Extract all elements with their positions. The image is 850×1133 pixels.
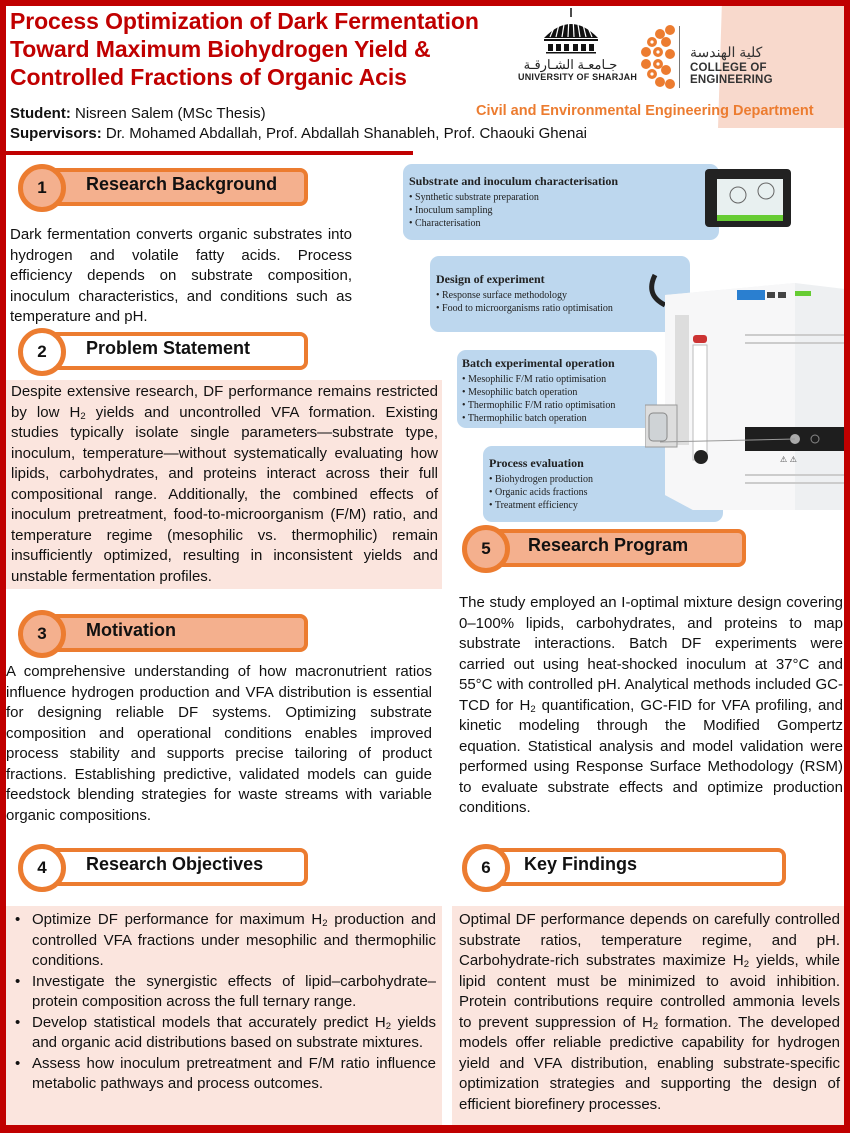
workflow-step-title: Substrate and inoculum characterisation: [409, 174, 619, 188]
section-title: Research Objectives: [86, 854, 264, 874]
text-run: yields, while lipid content must be minimized to avoid inhibition. Protein contributions require controlled ammonia levels to prevent suppression of H: [459, 952, 840, 1031]
text-run: Optimal DF performance depends on carefully controlled substrate ratios, temperature regime, and pH. Carbohydrate-rich substrates maximize H: [459, 911, 840, 969]
text-run: yields and organic acid distributions based on substrate mixtures.: [32, 1013, 436, 1051]
section-number-badge: 3: [18, 610, 66, 658]
section-title: Key Findings: [524, 854, 638, 874]
text-run: Optimize DF performance for maximum H: [32, 911, 323, 928]
text-run: production and controlled VFA fractions under mesophilic and thermophilic conditions.: [32, 911, 436, 969]
section-header-problem-statement: [18, 330, 308, 376]
logo-divider: [679, 26, 680, 88]
text-run: Investigate the synergistic effects of lipid–carbohydrate–protein composition across the full ternary range.: [32, 972, 436, 1010]
research-background-text: Dark fermentation converts organic substrates into hydrogen and volatile fatty acids. Process efficiency depends on substrate composition, inoculum characteristics, and conditions such as temperature and pH.: [10, 226, 352, 325]
university-name-arabic: جـامعـة الشـارقـة: [523, 57, 618, 72]
workflow-step-title: Process evaluation: [489, 456, 584, 470]
workflow-step-batch-operation: [457, 350, 657, 428]
workflow-step-item: • Mesophilic F/M ratio optimisation: [462, 374, 607, 385]
svg-text:⚠ ⚠: ⚠ ⚠: [780, 455, 797, 464]
research-program-text: [459, 593, 843, 819]
student-label: Student:: [10, 105, 71, 122]
title-line: Controlled Fractions of Organic Acis: [10, 64, 407, 90]
workflow-step-item: • Mesophilic batch operation: [462, 387, 578, 398]
subscript: 2: [743, 959, 750, 970]
university-logo: [518, 8, 638, 90]
section-number-badge: 4: [18, 844, 66, 892]
section-number-badge: 5: [462, 525, 510, 573]
department-name: Civil and Environmental Engineering Department: [476, 103, 814, 119]
section-header-research-background: [18, 166, 308, 212]
workflow-step-title: Batch experimental operation: [462, 356, 615, 370]
section-header-motivation: [18, 612, 308, 658]
workflow-step-item: • Organic acids fractions: [489, 487, 588, 498]
section-header-research-program: [462, 527, 752, 573]
text-run: formation. The developed models offer reliable predictive capability for hydrogen yield and VFA distribution, enabling substrate-specific optimization strategies and supporting the design of efficient biorefinery processes.: [459, 1013, 840, 1113]
text-run: yields and uncontrolled VFA formation. Existing studies typically isolate single parameters—substrate type, inoculum, temperature—without systematically evaluating how lipids, carbohydrates, and proteins interact across their full compositional range. Additionally, the combined effects of inoculum pretreatment, food-to-microorganism (F/M) ratio, and temperature regime (mesophilic vs. thermophilic) remain insufficiently optimized, resulting in inconsistent yields and unstable fermentation profiles.: [11, 403, 438, 585]
objective-item: [8, 910, 436, 972]
supervisors-label: Supervisors:: [10, 125, 102, 142]
supervisors-names: Dr. Mohamed Abdallah, Prof. Abdallah Shanableh, Prof. Chaouki Ghenai: [101, 125, 588, 142]
section-header-research-objectives: [18, 846, 308, 892]
problem-statement-text: [6, 380, 442, 589]
objective-item: [8, 1054, 436, 1095]
workflow-step-item: • Inoculum sampling: [409, 205, 493, 216]
supervisors-line: [10, 124, 587, 144]
section-title: Motivation: [86, 620, 176, 640]
title-line: Toward Maximum Biohydrogen Yield &: [10, 36, 431, 62]
section-title: Research Program: [528, 535, 689, 555]
workflow-step-title: Design of experiment: [436, 272, 545, 286]
workflow-step-item: • Food to microorganisms ratio optimisation: [436, 303, 613, 314]
workflow-step-item: • Response surface methodology: [436, 290, 567, 301]
geometric-pattern-logo-icon: [640, 24, 676, 90]
subscript: 2: [530, 703, 536, 715]
student-name: Nisreen Salem (MSc Thesis): [70, 105, 266, 122]
objective-item: [8, 1013, 436, 1054]
subscript: 2: [80, 410, 86, 422]
objective-item: [8, 972, 436, 1013]
subscript: 2: [385, 1020, 392, 1032]
motivation-text: A comprehensive understanding of how macronutrient ratios influence hydrogen production and VFA distribution is essential for designing reliable DF systems. Optimizing substrate composition and operational conditions enables improved process stability and supports precise tailoring of product fractions. Establishing predictive, validated models can guide feedstock blending strategies for waste streams with variable organic compositions.: [6, 663, 432, 824]
section-title: Research Background: [86, 174, 278, 194]
subscript: 2: [322, 918, 328, 929]
college-name-english: COLLEGE OF ENGINEERING: [690, 62, 773, 86]
workflow-step-item: • Biohydrogen production: [489, 474, 594, 485]
gas-chromatograph-illustration: [645, 165, 845, 525]
section-number-badge: 6: [462, 844, 510, 892]
workflow-step-item: • Treatment efficiency: [489, 500, 578, 511]
text-run: Assess how inoculum pretreatment and F/M ratio influence metabolic pathways and process outcomes.: [32, 1054, 436, 1092]
header-divider: [6, 151, 413, 155]
research-objectives-list: [6, 906, 442, 1126]
workflow-step-item: • Synthetic substrate preparation: [409, 192, 539, 203]
workflow-step-item: • Thermophilic F/M ratio optimisation: [462, 400, 616, 411]
subscript: 2: [652, 1020, 659, 1032]
section-number-badge: 1: [18, 164, 66, 212]
text-run: Develop statistical models that accurately predict H: [32, 1013, 386, 1031]
workflow-step-item: • Characterisation: [409, 218, 481, 229]
text-run: quantification, GC-FID for VFA profiling, and kinetic modeling through the Modified Gompertz equation. Statistical analysis and model validation were performed using Response Surface Methodology (RSM) to evaluate substrate effects and optimize production conditions.: [459, 696, 843, 816]
section-header-key-findings: [462, 846, 782, 892]
workflow-step-item: • Thermophilic batch operation: [462, 413, 587, 424]
text-run: The study employed an I-optimal mixture design covering 0–100% lipids, carbohydrates, and proteins to map substrate interactions. Batch DF experiments were carried out using heat-shocked inoculum at 37°C and 55°C with controlled pH. Analytical methods included GC-TCD for H: [459, 594, 843, 714]
poster-title: [10, 7, 510, 91]
university-name-english: UNIVERSITY OF SHARJAH: [518, 72, 638, 82]
section-number-badge: 2: [18, 328, 66, 376]
title-line: Process Optimization of Dark Fermentation: [10, 8, 479, 34]
key-findings-text: [452, 906, 844, 1126]
text-run: Despite extensive research, DF performance remains restricted by low H: [11, 383, 438, 421]
section-title: Problem Statement: [86, 338, 251, 358]
college-name-arabic: كلية الهندسة: [690, 44, 763, 60]
dome-logo-icon: [536, 8, 606, 58]
